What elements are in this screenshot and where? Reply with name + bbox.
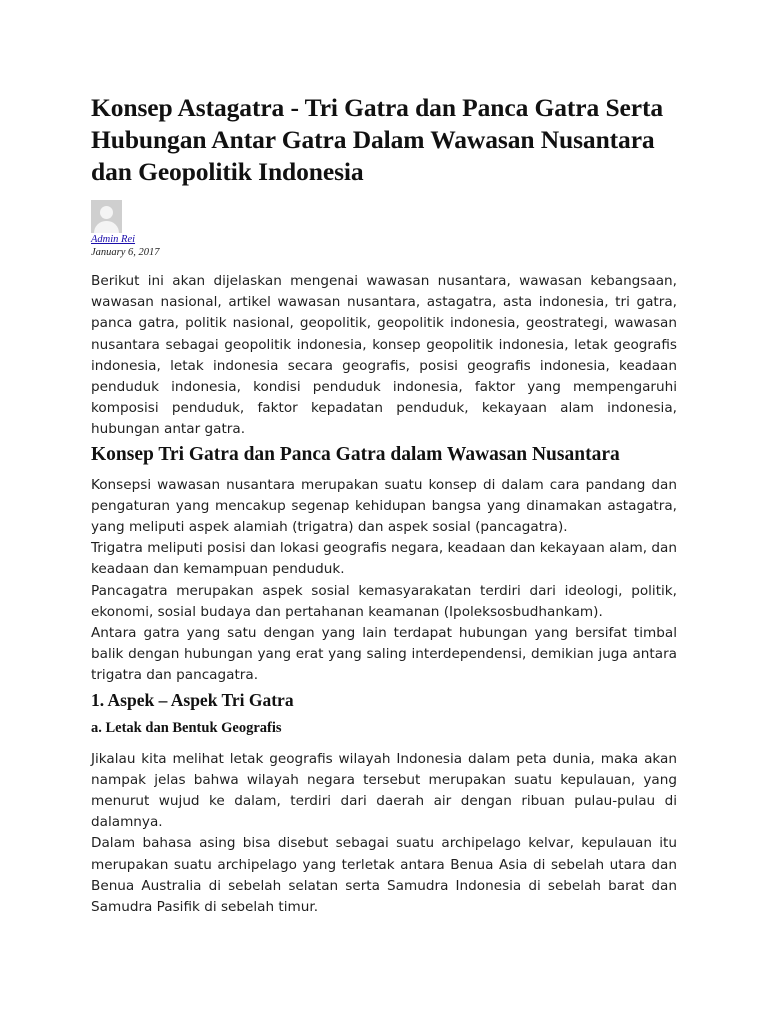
avatar-shoulders [94,221,119,233]
paragraph-pancagatra: Pancagatra merupakan aspek sosial kemasyarakatan terdiri dari ideologi, politik, ekonomi, sosial budaya dan pertahanan keamanan (Ipoleksosbudhankam). [91,582,677,620]
paragraph-letak-geografis: Jikalau kita melihat letak geografis wilayah Indonesia dalam peta dunia, maka akan nampak jelas bahwa wilayah negara tersebut merupakan suatu kepulauan, yang menurut wujud ke dalam, terdiri dari daerah air dengan ribuan pulau-pulau di dalamnya. [91,750,677,831]
avatar-head [100,206,113,219]
subheading-letak-geografis: a. Letak dan Bentuk Geografis [91,719,282,736]
author-block [91,200,677,260]
paragraph-antara-gatra: Antara gatra yang satu dengan yang lain terdapat hubungan yang bersifat timbal balik dengan hubungan yang erat yang saling interdependensi, demikian juga antara trigatra dan pancagatra. [91,625,677,684]
post-date: January 6, 2017 [91,247,160,258]
paragraph-trigatra: Trigatra meliputi posisi dan lokasi geografis negara, keadaan dan kekayaan alam, dan keadaan dan kemampuan penduduk. [91,540,677,578]
avatar [91,200,122,233]
section-heading-tri-panca-gatra: Konsep Tri Gatra dan Panca Gatra dalam Wawasan Nusantara [91,443,620,465]
author-link[interactable]: Admin Rei [91,234,136,245]
intro-paragraph: Berikut ini akan dijelaskan mengenai wawasan nusantara, wawasan kebangsaan, wawasan nasional, artikel wawasan nusantara, astagatra, asta indonesia, tri gatra, panca gatra, politik nasional, geopolitik, geopolitik indonesia, geostrategi, wawasan nusantara sebagai geopolitik indonesia, konsep geopolitik indonesia, letak geografis indonesia, letak indonesia secara geografis, posisi geografis indonesia, keadaan penduduk indonesia, kondisi penduduk indonesia, faktor yang mempengaruhi komposisi penduduk, faktor kepadatan penduduk, kekayaan alam indonesia, hubungan antar gatra. [91,273,677,438]
section-heading-aspek-tri-gatra: 1. Aspek – Aspek Tri Gatra [91,689,294,710]
paragraph-archipelago: Dalam bahasa asing bisa disebut sebagai suatu archipelago kelvar, kepulauan itu merupakan suatu archipelago yang terletak antara Benua Asia di sebelah utara dan Benua Australia di sebelah selatan serta Samudra Indonesia di sebelah barat dan Samudra Pasifik di sebelah timur. [91,835,677,916]
article-title: Konsep Astagatra - Tri Gatra dan Panca Gatra Serta Hubungan Antar Gatra Dalam Wawasan Nusantara dan Geopolitik Indonesia [91,93,664,186]
paragraph-konsepsi: Konsepsi wawasan nusantara merupakan suatu konsep di dalam cara pandang dan pengaturan yang mencakup segenap kehidupan bangsa yang dinamakan astagatra, yang meliputi aspek alamiah (trigatra) dan aspek sosial (pancagatra). [91,476,677,536]
article [91,92,677,918]
